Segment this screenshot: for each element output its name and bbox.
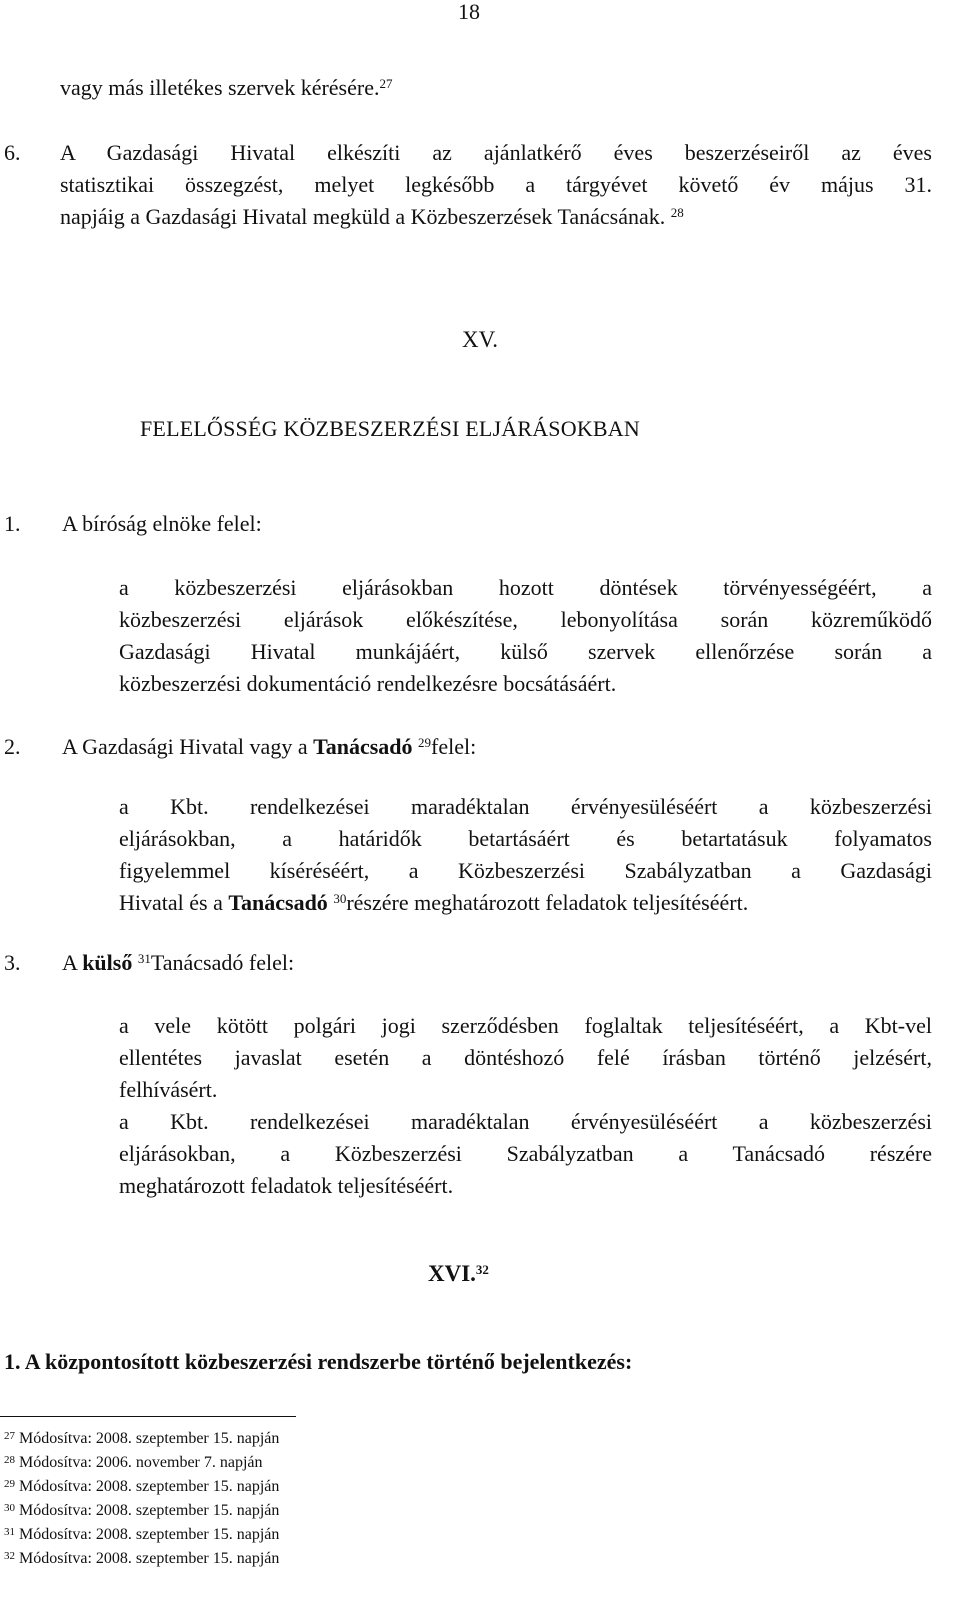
point-3-line: ellentétes javaslat esetén a döntéshozó felé írásban történő jelzésért,	[119, 1045, 932, 1070]
footnote-number: 32	[4, 1550, 15, 1562]
heading-text: A	[62, 950, 83, 975]
chapter-number: XV.	[461, 327, 498, 352]
footnote-text: Módosítva: 2008. szeptember 15. napján	[19, 1550, 280, 1567]
footnote-text: Módosítva: 2008. szeptember 15. napján	[19, 1526, 280, 1543]
point-1-line: közbeszerzési eljárások előkészítése, lebonyolítása során közreműködő	[119, 607, 932, 632]
point-1-heading: A bíróság elnöke felel:	[62, 511, 262, 536]
footnote-ref: 28	[670, 205, 684, 220]
intro-line	[60, 72, 392, 104]
footnote	[4, 1523, 279, 1547]
heading-text: A Gazdasági Hivatal vagy a	[62, 734, 314, 759]
line-text: részére meghatározott feladatok teljesítéséért.	[346, 890, 749, 915]
point-1-line: Gazdasági Hivatal munkájáért, külső szervek ellenőrzése során a	[119, 639, 932, 664]
footnote-text: Módosítva: 2008. szeptember 15. napján	[19, 1478, 280, 1495]
point-3-paragraph-a	[119, 1010, 932, 1074]
point-3-line: a Kbt. rendelkezései maradéktalan érvényesüléséért a közbeszerzési	[119, 1109, 932, 1134]
point-2-line: eljárásokban, a határidők betartásáért és betartatásuk folyamatos	[119, 826, 932, 851]
item-6-line: A Gazdasági Hivatal elkészíti az ajánlatkérő éves beszerzéseiről az éves	[60, 140, 932, 165]
footnote-number: 28	[4, 1454, 15, 1466]
point-2-line: figyelemmel kíséréséért, a Közbeszerzési Szabályzatban a Gazdasági	[119, 858, 932, 883]
chapter-16-number	[428, 1258, 489, 1290]
point-2-heading	[62, 731, 476, 763]
chapter-number: XVI.	[428, 1261, 476, 1286]
footnote-ref: 32	[475, 1262, 489, 1277]
line-bold: Tanácsadó	[228, 890, 328, 915]
page-number: 18	[458, 0, 480, 24]
footnotes	[4, 1427, 279, 1571]
point-1-number: 1.	[4, 511, 21, 536]
footnote-separator	[0, 1416, 296, 1417]
footnote	[4, 1451, 279, 1475]
point-3-line: a vele kötött polgári jogi szerződésben foglaltak teljesítéséért, a Kbt-vel	[119, 1013, 932, 1038]
point-3-number: 3.	[4, 950, 21, 975]
point-3-line-a-last: felhívásért.	[119, 1077, 218, 1102]
item-6-last-line	[60, 201, 684, 233]
footnote-number: 27	[4, 1430, 15, 1442]
item-6-paragraph	[60, 137, 932, 201]
point-3-line: eljárásokban, a Közbeszerzési Szabályzatban a Tanácsadó részére	[119, 1141, 932, 1166]
point-2-line: a Kbt. rendelkezései maradéktalan érvényesüléséért a közbeszerzési	[119, 794, 932, 819]
footnote-ref: 31	[137, 951, 151, 966]
footnote	[4, 1499, 279, 1523]
footnote-text: Módosítva: 2006. november 7. napján	[19, 1454, 263, 1471]
footnote-ref: 29	[418, 735, 432, 750]
heading-bold: Tanácsadó	[313, 734, 413, 759]
point-2-number: 2.	[4, 734, 21, 759]
point-1-paragraph	[119, 572, 932, 668]
point-2-paragraph	[119, 791, 932, 887]
heading-text: felel:	[431, 734, 477, 759]
line-text: Hivatal és a	[119, 890, 229, 915]
footnote	[4, 1547, 279, 1571]
footnote-ref: 30	[333, 891, 347, 906]
footnote	[4, 1475, 279, 1499]
item-6-line: statisztikai összegzést, melyet legkésőbb a tárgyévet követő év május 31.	[60, 172, 932, 197]
footnote	[4, 1427, 279, 1451]
point-3-paragraph-b	[119, 1106, 932, 1170]
footnote-ref: 27	[379, 76, 393, 91]
item-6-line: napjáig a Gazdasági Hivatal megküld a Közbeszerzések Tanácsának.	[60, 204, 666, 229]
point-3-line-b-last: meghatározott feladatok teljesítéséért.	[119, 1173, 454, 1198]
footnote-number: 29	[4, 1478, 15, 1490]
footnote-text: Módosítva: 2008. szeptember 15. napján	[19, 1430, 280, 1447]
item-6-number: 6.	[4, 140, 21, 165]
point-2-last-line	[119, 887, 748, 919]
point-1-last-line: közbeszerzési dokumentáció rendelkezésre bocsátásáért.	[119, 671, 617, 696]
point-3-heading	[62, 947, 294, 979]
footnote-number: 31	[4, 1526, 15, 1538]
intro-text: vagy más illetékes szervek kérésére.	[60, 75, 380, 100]
heading-text: Tanácsadó felel:	[150, 950, 295, 975]
heading-bold: külső	[82, 950, 133, 975]
point-1-line: a közbeszerzési eljárásokban hozott döntések törvényességéért, a	[119, 575, 932, 600]
chapter-title: FELELŐSSÉG KÖZBESZERZÉSI ELJÁRÁSOKBAN	[140, 416, 640, 441]
footnote-number: 30	[4, 1502, 15, 1514]
section-heading: 1. A központosított közbeszerzési rendszerbe történő bejelentkezés:	[4, 1349, 633, 1374]
footnote-text: Módosítva: 2008. szeptember 15. napján	[19, 1502, 280, 1519]
